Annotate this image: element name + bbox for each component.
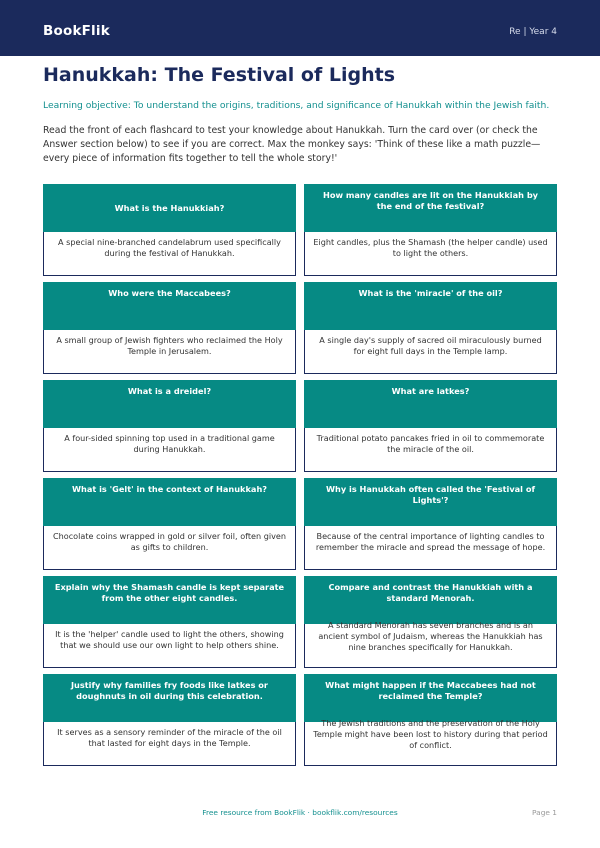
flashcard-answer: Traditional potato pancakes fried in oil to commemorate the miracle of the oil.	[304, 428, 557, 472]
flashcard-answer: A special nine-branched candelabrum used specifically during the festival of Hanukkah.	[43, 232, 296, 276]
flashcard[interactable]	[43, 380, 296, 472]
flashcard-answer: A four-sided spinning top used in a traditional game during Hanukkah.	[43, 428, 296, 472]
learning-objective: Learning objective: To understand the origins, traditions, and significance of Hanukkah within the Jewish faith.	[43, 100, 550, 111]
flashcard-answer: Eight candles, plus the Shamash (the helper candle) used to light the others.	[304, 232, 557, 276]
flashcard[interactable]	[304, 478, 557, 570]
flashcard-question: How many candles are lit on the Hanukkiah by the end of the festival?	[304, 184, 557, 232]
flashcard-question: What might happen if the Maccabees had not reclaimed the Temple?	[304, 674, 557, 722]
flashcard-answer	[304, 718, 557, 766]
flashcard[interactable]	[43, 184, 296, 276]
flashcard-answer: Chocolate coins wrapped in gold or silver foil, often given as gifts to children.	[43, 526, 296, 570]
flashcard-answer: A single day's supply of sacred oil miraculously burned for eight full days in the Temple lamp.	[304, 330, 557, 374]
flashcard-question: Explain why the Shamash candle is kept separate from the other eight candles.	[43, 576, 296, 624]
flashcard-grid	[43, 184, 557, 766]
flashcard-question: What is a dreidel?	[43, 380, 296, 428]
flashcard[interactable]	[43, 576, 296, 668]
flashcard[interactable]	[43, 478, 296, 570]
flashcard-question: Why is Hanukkah often called the 'Festival of Lights'?	[304, 478, 557, 526]
subject-year-label: Re | Year 4	[509, 27, 557, 37]
footer-link[interactable]: Free resource from BookFlik · bookflik.com/resources	[202, 808, 398, 817]
flashcard-question: What are latkes?	[304, 380, 557, 428]
flashcard[interactable]	[304, 380, 557, 472]
flashcard[interactable]	[304, 184, 557, 276]
flashcard[interactable]	[304, 674, 557, 766]
header-bar	[0, 0, 600, 56]
flashcard-question: Justify why families fry foods like latkes or doughnuts in oil during this celebration.	[43, 674, 296, 722]
page-number: Page 1	[532, 808, 557, 817]
flashcard[interactable]	[304, 282, 557, 374]
flashcard-question: Compare and contrast the Hanukkiah with a standard Menorah.	[304, 576, 557, 624]
flashcard[interactable]	[43, 674, 296, 766]
flashcard-answer	[304, 620, 557, 668]
intro-paragraph: Read the front of each flashcard to test your knowledge about Hanukkah. Turn the card over (or check the Answer section below) to see if you are correct. Max the monkey says: 'Think of these like a math puzzle—every piece of information fits together to tell the whole story!'	[43, 125, 541, 164]
flashcard-answer: It serves as a sensory reminder of the miracle of the oil that lasted for eight days in the Temple.	[43, 722, 296, 766]
flashcard-answer: Because of the central importance of lighting candles to remember the miracle and spread the message of hope.	[304, 526, 557, 570]
flashcard-question: What is 'Gelt' in the context of Hanukkah?	[43, 478, 296, 526]
flashcard-answer-text: The Jewish traditions and the preservation of the Holy Temple might have been lost to history during that period of conflict.	[313, 718, 548, 750]
flashcard-answer-text: A standard Menorah has seven branches and is an ancient symbol of Judaism, whereas the Hanukkiah has nine branches specifically for Hanukkah.	[318, 620, 543, 652]
flashcard[interactable]	[43, 282, 296, 374]
page-title: Hanukkah: The Festival of Lights	[43, 64, 396, 86]
flashcard-answer: It is the 'helper' candle used to light the others, showing that we should use our own light to help others shine.	[43, 624, 296, 668]
flashcard-question: Who were the Maccabees?	[43, 282, 296, 330]
flashcard-answer: A small group of Jewish fighters who reclaimed the Holy Temple in Jerusalem.	[43, 330, 296, 374]
brand-logo[interactable]: BookFlik	[43, 23, 110, 39]
flashcard-question: What is the 'miracle' of the oil?	[304, 282, 557, 330]
flashcard-question: What is the Hanukkiah?	[43, 184, 296, 232]
flashcard[interactable]	[304, 576, 557, 668]
